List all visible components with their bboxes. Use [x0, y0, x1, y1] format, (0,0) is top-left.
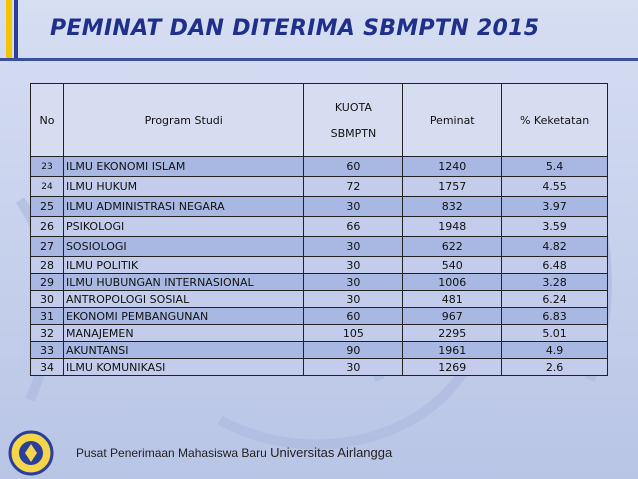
table-row: [31, 197, 608, 217]
cell-no: 29: [31, 274, 64, 291]
table-row: [31, 291, 608, 308]
cell-kuota: 30: [304, 291, 403, 308]
table-row: [31, 177, 608, 197]
cell-keketatan: 2.6: [502, 359, 608, 376]
accent-stripe-blue: [14, 0, 18, 58]
cell-keketatan: 3.97: [502, 197, 608, 217]
university-logo: [8, 430, 54, 476]
cell-no: 23: [31, 157, 64, 177]
cell-no: 32: [31, 325, 64, 342]
footer-org: Pusat Penerimaan Mahasiswa Baru: [76, 446, 267, 460]
cell-kuota: 30: [304, 274, 403, 291]
cell-peminat: 622: [403, 237, 502, 257]
cell-no: 26: [31, 217, 64, 237]
table-row: [31, 217, 608, 237]
cell-no: 25: [31, 197, 64, 217]
table-row: [31, 342, 608, 359]
cell-kuota: 30: [304, 197, 403, 217]
cell-kuota: 60: [304, 157, 403, 177]
cell-kuota: 60: [304, 308, 403, 325]
cell-peminat: 481: [403, 291, 502, 308]
header-kuota-line1: KUOTA: [334, 100, 372, 114]
cell-kuota: 66: [304, 217, 403, 237]
cell-peminat: 1961: [403, 342, 502, 359]
cell-no: 24: [31, 177, 64, 197]
cell-keketatan: 6.83: [502, 308, 608, 325]
cell-program: ILMU EKONOMI ISLAM: [63, 157, 304, 177]
cell-no: 31: [31, 308, 64, 325]
header-kuota: [304, 84, 403, 157]
cell-peminat: 1269: [403, 359, 502, 376]
cell-keketatan: 3.59: [502, 217, 608, 237]
cell-kuota: 30: [304, 257, 403, 274]
cell-peminat: 967: [403, 308, 502, 325]
table-row: [31, 359, 608, 376]
cell-peminat: 1757: [403, 177, 502, 197]
table-header-row: [31, 84, 608, 157]
cell-no: 33: [31, 342, 64, 359]
footer-university: Universitas Airlangga: [270, 445, 393, 460]
cell-program: PSIKOLOGI: [63, 217, 304, 237]
table-row: [31, 308, 608, 325]
table-row: [31, 237, 608, 257]
cell-peminat: 1948: [403, 217, 502, 237]
cell-keketatan: 4.82: [502, 237, 608, 257]
cell-kuota: 72: [304, 177, 403, 197]
cell-keketatan: 3.28: [502, 274, 608, 291]
cell-program: ILMU POLITIK: [63, 257, 304, 274]
cell-kuota: 105: [304, 325, 403, 342]
page-title: PEMINAT DAN DITERIMA SBMPTN 2015: [50, 16, 540, 41]
cell-no: 30: [31, 291, 64, 308]
cell-keketatan: 5.01: [502, 325, 608, 342]
cell-no: 34: [31, 359, 64, 376]
cell-peminat: 1006: [403, 274, 502, 291]
cell-peminat: 2295: [403, 325, 502, 342]
cell-program: ILMU ADMINISTRASI NEGARA: [63, 197, 304, 217]
cell-peminat: 1240: [403, 157, 502, 177]
header-kuota-line2: SBMPTN: [330, 126, 377, 140]
header-peminat: Peminat: [403, 84, 502, 157]
cell-keketatan: 6.24: [502, 291, 608, 308]
cell-program: ILMU KOMUNIKASI: [63, 359, 304, 376]
table-row: [31, 274, 608, 291]
cell-program: ILMU HUKUM: [63, 177, 304, 197]
cell-program: ANTROPOLOGI SOSIAL: [63, 291, 304, 308]
data-table: [30, 83, 608, 376]
table-row: [31, 257, 608, 274]
table-row: [31, 325, 608, 342]
cell-keketatan: 4.9: [502, 342, 608, 359]
header-keketatan: % Keketatan: [502, 84, 608, 157]
cell-peminat: 540: [403, 257, 502, 274]
header-no: No: [31, 84, 64, 157]
table-row: [31, 157, 608, 177]
cell-keketatan: 4.55: [502, 177, 608, 197]
header-program: Program Studi: [63, 84, 304, 157]
cell-peminat: 832: [403, 197, 502, 217]
cell-keketatan: 5.4: [502, 157, 608, 177]
accent-stripe-yellow: [6, 0, 12, 58]
cell-kuota: 30: [304, 359, 403, 376]
cell-no: 27: [31, 237, 64, 257]
cell-program: ILMU HUBUNGAN INTERNASIONAL: [63, 274, 304, 291]
cell-keketatan: 6.48: [502, 257, 608, 274]
footer: [76, 445, 392, 460]
cell-kuota: 90: [304, 342, 403, 359]
cell-kuota: 30: [304, 237, 403, 257]
cell-no: 28: [31, 257, 64, 274]
cell-program: EKONOMI PEMBANGUNAN: [63, 308, 304, 325]
title-divider: [0, 58, 638, 61]
cell-program: AKUNTANSI: [63, 342, 304, 359]
cell-program: MANAJEMEN: [63, 325, 304, 342]
cell-program: SOSIOLOGI: [63, 237, 304, 257]
